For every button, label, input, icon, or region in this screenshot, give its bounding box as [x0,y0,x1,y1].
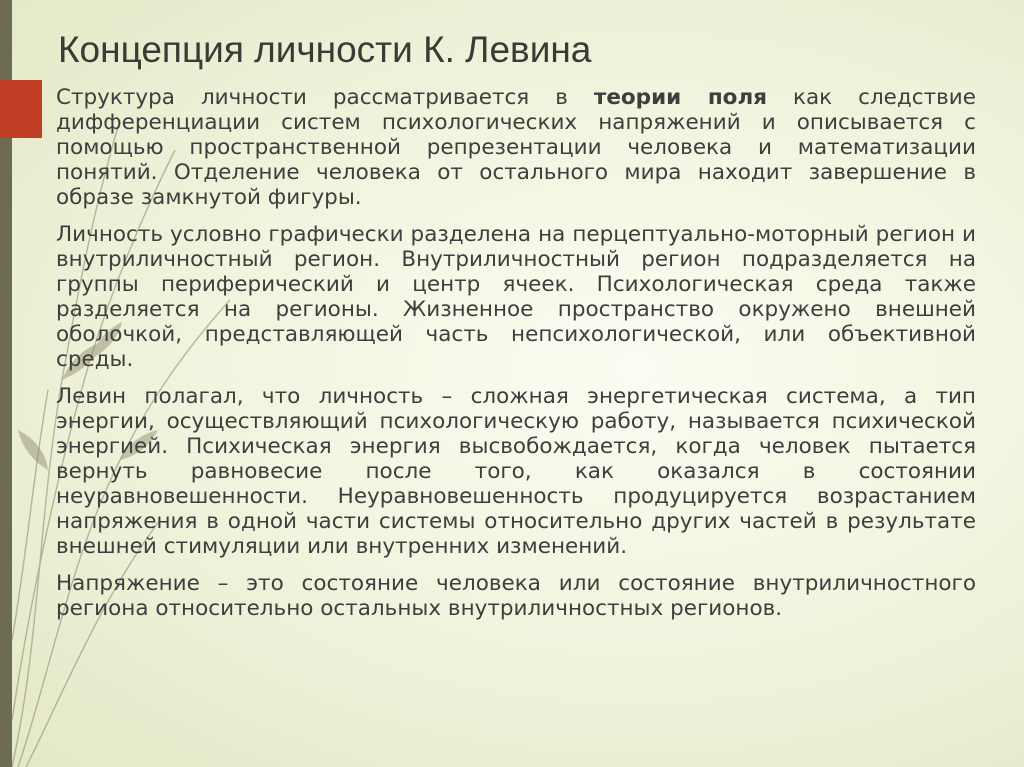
bold-term-field-theory: теории поля [593,85,768,110]
slide-title: Концепция личности К. Левина [58,29,592,70]
title-accent-block [0,80,42,138]
paragraph-1-text-after: как следствие дифференциации систем психологических напряжений и описывается с помощью пространственной репрезентации человека и математизации понятий. Отделение человека от остального мира находит завершение в образе замкнутой фигуры. [56,85,976,210]
slide-body [56,85,976,633]
paragraph-1-text-before: Структура личности рассматривается в [56,85,594,110]
paragraph-tension: Напряжение – это состояние человека или состояние внутриличностного региона относительно остальных внутриличностных регионов. [56,571,976,621]
paragraph-regions: Личность условно графически разделена на перцептуально-моторный регион и внутриличностный регион. Внутриличностный регион подразделяется на группы периферический и центр ячеек. Психологическая среда также разделяется на регионы. Жизненное пространство окружено внешней оболочкой, представляющей часть непсихологической, или объективной среды. [56,222,976,372]
paragraph-energy-system: Левин полагал, что личность – сложная энергетическая система, а тип энергии, осуществляющий психологическую работу, называется психической энергией. Психическая энергия высвобождается, когда человек пытается вернуть равновесие после того, как оказался в состоянии неуравновешенности. Неуравновешенность продуцируется возрастанием напряжения в одной части системы относительно других частей в результате внешней стимуляции или внутренних изменений. [56,384,976,559]
paragraph-field-theory [56,85,976,210]
